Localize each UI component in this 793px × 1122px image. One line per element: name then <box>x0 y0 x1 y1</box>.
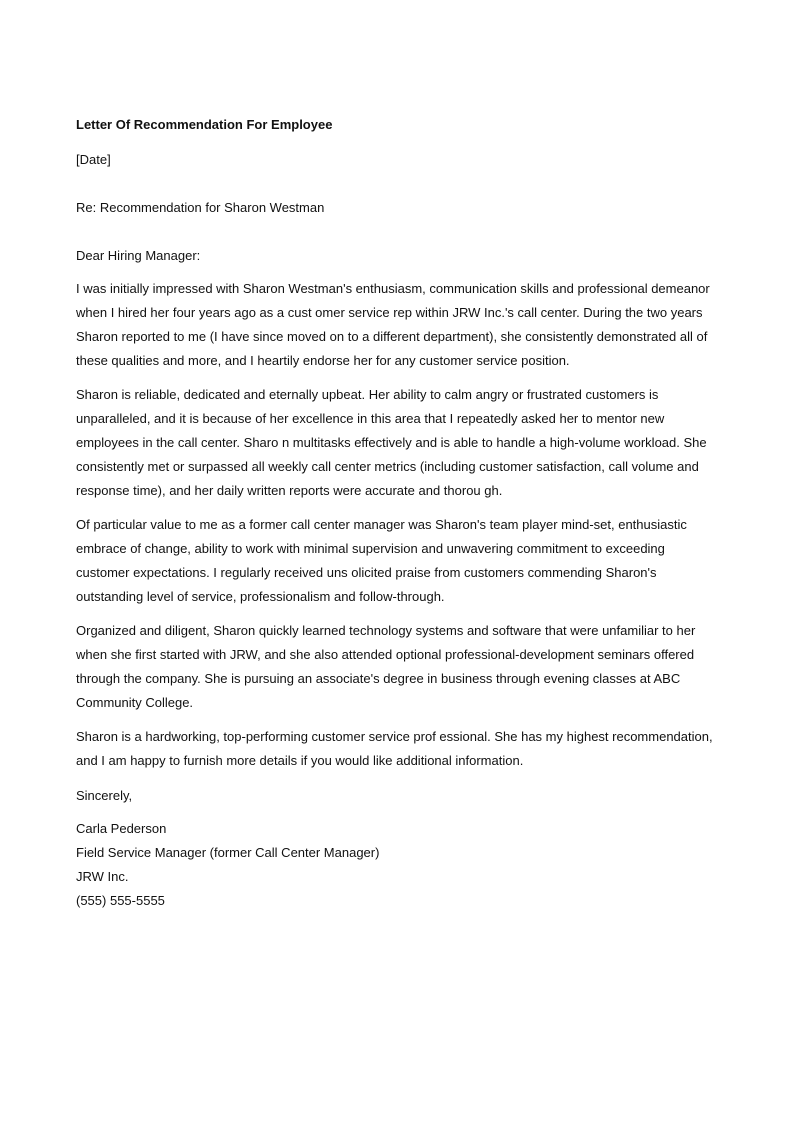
body-paragraph-2: Sharon is reliable, dedicated and eternally upbeat. Her ability to calm angry or frustrated customers is unparalleled, and it is because of her excellence in this area that I repeatedly asked her to mentor new employees in the call center. Sharo n multitasks effectively and is able to handle a high-volume workload. She consistently met or surpassed all weekly call center metrics (including customer satisfaction, call volume and response time), and her daily written reports were accurate and thorou gh. <box>76 387 707 498</box>
signature-company: JRW Inc. <box>76 869 129 884</box>
document-title: Letter Of Recommendation For Employee <box>76 117 333 132</box>
subject-line: Re: Recommendation for Sharon Westman <box>76 200 325 215</box>
signature-name: Carla Pederson <box>76 821 167 836</box>
body-paragraph-5: Sharon is a hardworking, top-performing customer service prof essional. She has my highest recommendation, and I am happy to furnish more details if you would like additional information. <box>76 729 713 768</box>
signature-position: Field Service Manager (former Call Center Manager) <box>76 845 380 860</box>
body-paragraph-3: Of particular value to me as a former call center manager was Sharon's team player mind-set, enthusiastic embrace of change, ability to work with minimal supervision and unwavering commitment to exceeding customer expectations. I regularly received uns olicited praise from customers commending Sharon's outstanding level of service, professionalism and follow-through. <box>76 517 687 604</box>
salutation: Dear Hiring Manager: <box>76 248 201 263</box>
signature-phone: (555) 555-5555 <box>76 893 165 908</box>
closing: Sincerely, <box>76 788 133 803</box>
date-line: [Date] <box>76 152 111 167</box>
body-paragraph-1: I was initially impressed with Sharon Westman's enthusiasm, communication skills and professional demeanor when I hired her four years ago as a cust omer service rep within JRW Inc.'s call center. During the two years Sharon reported to me (I have since moved on to a different department), she consistently demonstrated all of these qualities and more, and I heartily endorse her for any customer service position. <box>76 281 710 368</box>
body-paragraph-4: Organized and diligent, Sharon quickly learned technology systems and software that were unfamiliar to her when she first started with JRW, and she also attended optional professional-development seminars offered through the company. She is pursuing an associate's degree in business through evening classes at ABC Community College. <box>76 623 696 710</box>
